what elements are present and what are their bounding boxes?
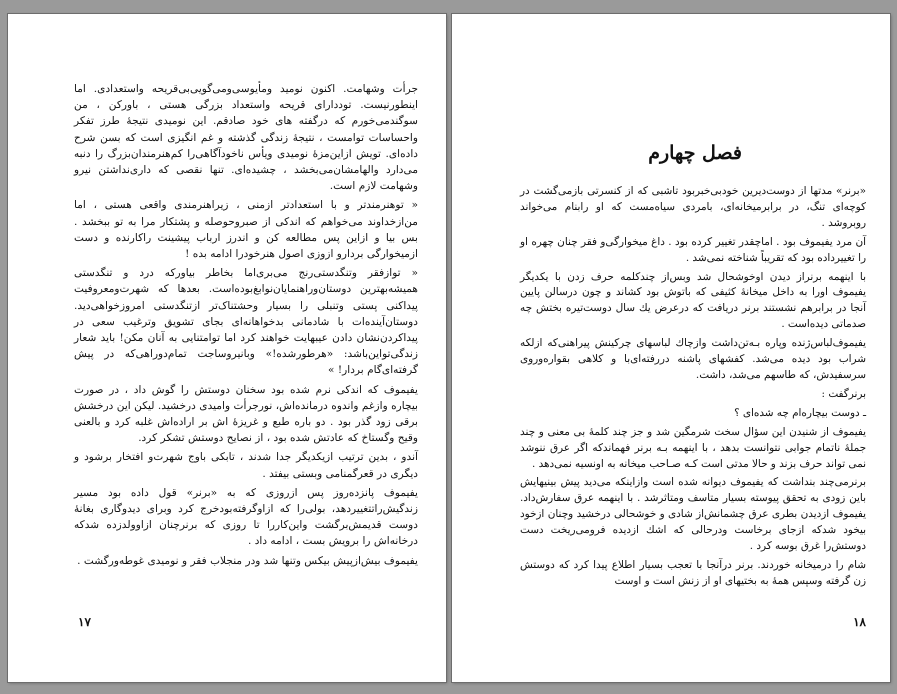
chapter-title: فصل چهارم [648,142,742,164]
paragraph: « توهنرمندتر و با استعدادتر ازمنی ، زیراهنرمندی واقعی هستی ، اما من‌ازخداوند می‌خواهم که اندکی از صبروحوصله و پشتکار مرا به تو ببخشد . بس بیا و ازاین پس مطالعه کن و اندرز ارباب پیشینت راکارنده و دست ازمیخوارگی بردارو ازوزی اصول هنرخودرا ادامه بده ! [74,199,418,261]
paragraph: شام را درمیخانه خوردند. برنر درآنجا با تعجب بسیار اطلاع پیدا کرد که دوستش زن گرفته وسپس همهٔ به بختیهای او از زنش است و اوست [520,558,866,587]
page-number: ۱۷ [78,615,91,629]
paragraph: جرأت وشهامت. اکنون نومید ومأیوسی‌ومی‌گویی‌بی‌قریحه واستعدادی. اما اینطورنیست. توددارای قریحه واستعداد بزرگی هستی ، باورکن ، من سوگندمی‌خورم که درگفته های خود صادقم. این نومیدی نتیجهٔ طرز تفکر واحساسات توامست ، نتیجهٔ زندگی گذشته و غم انگیزی است که بسن شرح داده‌ای. تویش ازاین‌مزهٔ نومیدی ویأس ناخودآگاهی‌را کم‌هنرمندان‌بزرگ را دنبه می‌دارد والهامشان‌می‌بخشد ، چشیده‌ای. تنها نقصی که داری‌نداشتن نیرو وشهامت لازم است. [74,83,418,193]
paragraph: آن مرد یفیموف بود . اماچقدر تغییر کرده بود . داغ میخوارگی‌و فقر چنان چهره او را تغییرداده بود که تقریباً شناخته نمی‌شد . [520,235,866,264]
paragraph: « توازفقر وتنگدستی‌رنج می‌بری‌اما بخاطر بیاورکه درد و تنگدستی همیشه‌بهترین دوستان‌وراهنمایان‌نوابغ‌بوده‌است. بعدها که شهرت‌ومعروفیت پیداکنی پستی وتنبلی را بسیار وحشتناک‌تر ازتنگدستی امروزخواهی‌دید. دوستان‌آینده‌ات با شادمانی بدخواهانه‌ای بجای تشویق وترغیب سعی در پیداکردن‌نشان دادن عیبهایت خواهند کرد اما توامتنایی به آنان مکن! باید شعار زندگی‌تواین‌باشد: «هرطورشده!» وبانیروساجت تمام‌دورا‌هی‌که در پیش گرفته‌ای‌گام بردار! » [74,267,418,377]
right-page-text [520,184,866,592]
paragraph: آندو ، بدین ترتیب ازیکدیگر جدا شدند ، تابکی باوج شهرت‌و افتخار برشود و دیگری در قعرگمنامی وبستی بیفتد . [74,451,418,480]
paragraph: ـ دوست بیچاره‌ام چه شده‌ای ؟ [734,406,866,419]
left-page [8,14,446,682]
paragraph: یفیموف که اندکی نرم شده بود سخنان دوستش را گوش داد ، در صورت بیچاره وازغم واندوه درمانده‌اش، نورجرأت وامیدی درخشید. لیکن این درخشش برقی زود گذر بود . دو باره طبع و غریزهٔ اش بر اراده‌اش غلبه کرد و بالعنی وقیح وگستاخ که عادتش شده بود ، از نصایح دوستش تشکر کرد. [74,383,418,445]
paragraph: یفیموف‌لباس‌ژنده وپاره بـه‌تن‌داشت وازچاك لباسهای چرکینش پیراهنی‌که از‌لکه شراب بود دیده می‌شد. کفشهای پاشنه دررفته‌ای‌با و کلاهی بقواره‌وروی سرسفیدش، که طاسهم می‌شد، داشت. [520,337,866,381]
page-number: ۱۸ [853,615,866,629]
paragraph: «برنر» مدتها از دوست‌دیرین خود‌بی‌خبربود تاشبی که از کنسرتی بازمی‌گشت در کوچه‌ای تنگ، در برابرمیخانه‌ای، بامردی سیاه‌مست که او رابنام می‌خواند روبروشد . [520,185,866,229]
paragraph: یفیموف بیش‌ازپیش بیکس وتنها شد ودر منجلاب فقر و نومیدی غوطه‌ورگشت . [77,554,418,567]
paragraph: یفیموف پانزده‌روز پس ازروزی که به «برنر» قول داده بود مسیر زندگیش‌راتتغییردهد، بولی‌را که ازاوگرفته‌بودخرج کرد وبرای دیدوگاری بغانهٔ دوست قدیمش‌برگشت واین‌کاررا تا روزی که برنرچنان ازاوولدزده شدکه درخانه‌اش را برویش بست ، ادامه داد . [74,486,418,548]
paragraph: برنرمی‌چند بنداشت که یفیموف دیوانه شده است وازاینکه می‌دید پیش بینیهایش باین زودی به تحقق پیوسته بسیار متاسف ومتاثرشد . با اینهمه عرق سفارش‌داد. یفیموف ازدیدن بطری عرق چشمانش‌از شادی و خوشحالی درخشید وچنان ازخود بیخود شدکه ازجای برخاست ودرحالی که اشك ازدیده فرومی‌ریخت دست دوستش‌را غرق بوسه کرد . [520,476,866,553]
left-page-text [74,81,418,571]
paragraph: برنرگفت : [821,387,866,400]
paragraph: با اینهمه برنراز دیدن اوخوشحال شد وبس‌از چندکلمه حرف زدن با یکدیگر یفیموف اورا به داخل میخانهٔ کثیفی که باتوش بود کشاند و چون درسالن پایین آنجا در برابرهم نشستند برنر دریافت که درعرض یك سال دوست‌تیره بختش چه صدماتی دیده‌است . [520,270,866,331]
right-page [452,14,890,682]
paragraph: یفیموف از شنیدن این سؤال سخت شرمگین شد و جز چند کلمهٔ بی معنی و چند جملهٔ ناتمام جوابی نتوانست بدهد ، با اینهمه بـه برنر فهماندکه اگر عرق ننوشد نمی تواند حرف بزند و حالا مدتی است کـه صـاحب میخانه به اونسیه نمی‌دهد . [520,425,866,470]
